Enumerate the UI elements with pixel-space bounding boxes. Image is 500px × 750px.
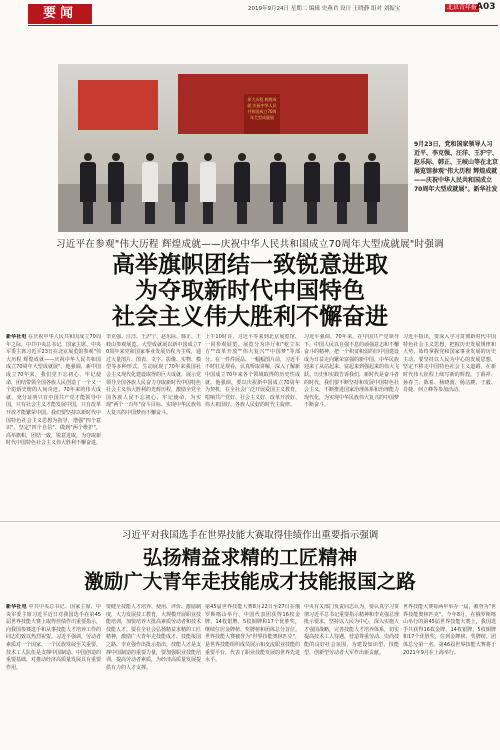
header-meta: 2019年9月24日 星期二 编辑 史燕君 设计 王晓静 组对 刘振宝 <box>248 6 401 12</box>
story2-kicker: 习近平对我国选手在世界技能大赛取得佳绩作出重要指示强调 <box>121 530 379 541</box>
story2-byline: 新华社电 <box>6 604 27 610</box>
photo-figure <box>364 153 380 224</box>
story2-column: 要健全技能人才培养、使用、评价、激励制度，大力发展技工教育，大规模开展职业技能培训，加快培养大批高素质劳动者和技术技能人才。要在全社会弘扬精益求精的工匠精神，激励广大青年走技能成才、技能报国之路。李克强作出批示指出，技能人才是支撑中国制造的重要力量，要加强职业技能培训，提高劳动者素质，为经济高质量发展提供有力的人才支撑。 <box>106 604 201 671</box>
story1-headline-line: 高举旗帜团结一致锐意进取 <box>112 251 388 278</box>
story1-byline: 新华社电 <box>6 334 27 340</box>
photo-figure <box>108 153 124 224</box>
story1-headline-line: 为夺取新时代中国特色 <box>135 277 365 304</box>
page-number: A03 <box>476 2 496 12</box>
story1-headline <box>10 252 490 330</box>
story1-kicker: 习近平在参观"伟大历程 辉煌成就——庆祝中华人民共和国成立70周年大型成就展"时强调 <box>56 239 444 250</box>
section-tag: 要闻 <box>28 4 92 24</box>
photo-figure <box>80 153 96 224</box>
story2-column: 新华社电 中共中央总书记、国家主席、中央军委主席习近平近日对我国选手在第45届世界技能大赛上取得佳绩作出重要指示，向我国参赛选手和从事技能人才培养工作的同志们致以热烈祝贺。习近平强调，劳动者素质对一个国家、一个民族发展至关重要。技术工人队伍是支撑中国制造、中国创造的重要基础，对推动经济高质量发展具有重要作用。 <box>6 604 101 671</box>
story2-headline-line: 激励广大青年走技能成才技能报国之路 <box>84 570 416 593</box>
photo-backdrop-left <box>78 80 158 130</box>
story1-column: 李克强、汪洋、王沪宁、赵乐际、韩正、王岐山参观展览。大型成就展以新中国成立70周年来党和国家事业发展历程为主线，通过大量图片、图表、文字、影像、实物、模型等多种形式，生动展现了70年来我国社会主义现代化建设取得的巨大成就，展示党领导全国各族人民奋力夺取新时代中国特色社会主义伟大胜利的光辉历程，激励全党全国各族人民不忘初心、牢记使命，为实现"两个一百年"奋斗目标、实现中华民族伟大复兴的中国梦而不懈奋斗。 <box>106 334 201 416</box>
photo-figure <box>200 153 216 224</box>
story2-column: 第45届世界技能大赛8月22日至27日在俄罗斯喀山举行，中国代表团获得16枚金牌、14枚银牌、5枚铜牌和17个优胜奖，继续位居金牌榜、奖牌榜和团体总分首位。世界技能大赛被誉为"世界技能奥林匹克"，是世界技能组织成员展示和交流职业技能的重要平台，代表了职业技能发展的世界先进水平。 <box>205 604 300 664</box>
photo-figure <box>270 153 286 224</box>
story2-column: 中央有关部门负责同志认为，要认真学习贯彻习近平总书记重要指示精神和李克强总理批示要求，坚持以人民为中心，深入实施人才强国战略，完善技能人才培养体系，切实提高技术工人待遇，营造尊重劳动、崇尚技能的良好社会氛围，为建设知识型、技能型、创新型劳动者大军作出新贡献。 <box>304 604 399 656</box>
lead-photo <box>58 64 408 232</box>
story1-column: 新华社电 在庆祝中华人民共和国成立70周年之际，中共中央总书记、国家主席、中央军委主席习近平23日在北京展览馆参观"伟大历程 辉煌成就——庆祝中华人民共和国成立70周年大型成就展"。他强调，新中国成立70年来，我们党不忘初心、牢记使命，团结带领全国各族人民创造了一个又一个彪炳史册的人间奇迹。70年来的伟大成就，充分证明只有中国共产党才能领导中国，只有社会主义才能发展中国，只有改革开放才能繁荣中国。我们要坚持以新时代中国特色社会主义思想为指导，增强"四个意识"、坚定"四个自信"、做到"两个维护"，高举旗帜，团结一致，锐意进取，为夺取新时代中国特色社会主义伟大胜利不懈奋进。 <box>6 334 101 447</box>
story1-column: 习近平强调，70年来，在中国共产党领导下，中国人民以自强不息的顽强意志和不懈奋斗的精神，把一个积贫积弱的旧中国建设成为日益走向繁荣富强的新中国，中华民族迎来了从站起来、富起来到强起来的伟大飞跃。历史和实践告诉我们，新时代是奋斗者的时代，我们要不断坚持和发展中国特色社会主义，不断推进国家治理体系和治理能力现代化，为实现中华民族伟大复兴的中国梦不断奋斗。 <box>304 334 399 409</box>
story2-headline <box>10 546 490 594</box>
story2-headline-line: 弘扬精益求精的工匠精神 <box>142 546 358 569</box>
header-rule <box>28 25 498 26</box>
page-header <box>0 0 500 26</box>
story-divider <box>0 521 500 522</box>
photo-figure <box>172 153 188 224</box>
photo-caption: 9月23日，党和国家领导人习近平、李克强、汪洋、王沪宁、赵乐际、韩正、王岐山等在北京展览馆参观"伟大历程 辉煌成就——庆祝中华人民共和国成立70周年大型成就展"。新华社发 <box>414 141 499 193</box>
photo-figure <box>142 153 158 224</box>
story1-headline-line: 社会主义伟大胜利不懈奋进 <box>112 303 388 330</box>
story1-body <box>4 334 498 520</box>
header-badge: 北京青年报 <box>447 4 478 11</box>
photo-figure <box>334 153 350 224</box>
story2-column: 世界技能大赛每两年举办一届，被誉为"世界技能奥林匹克"。今年8月，在俄罗斯喀山举行的第45届世界技能大赛上，我国选手共获得16枚金牌、14枚银牌、5枚铜牌和17个优胜奖，位列金牌榜、奖牌榜、团体总分第一名。第46届世界技能大赛将于2021年9月在上海举行。 <box>403 604 496 656</box>
photo-figure <box>304 153 320 224</box>
story1-column: 习近平指出，要深入学习贯彻新时代中国特色社会主义思想，把握历史发展规律和大势，始终掌握党和国家事业发展的历史主动。要坚持以人民为中心的发展思想，坚定不移走中国特色社会主义道路，在新时代伟大征程上续写新的辉煌。丁薛祥、孙春兰、陈希、杨晓渡、杨洁篪、王毅、肖捷、何立峰等参加活动。 <box>403 334 496 394</box>
photo-figure <box>234 153 250 224</box>
photo-exhibition-sign: 伟大历程 辉煌成就 庆祝中华人民共和国成立70周年大型成就展 <box>244 94 280 134</box>
story1-column: 上午10时许，习近平等来到北京展览馆，一同参观展览。展览分为序厅和"屹立东方""改革开放""伟大复兴""中国梦"等部分。在一件件展品、一幅幅图片前，习近平不时驻足观看，认真听取讲解，深入了解新中国成立70年来各个领域取得的历史性成就。他强调，要以庆祝新中国成立70周年为契机，在全社会广泛开展爱国主义教育，唱响共产党好、社会主义好、改革开放好、伟大祖国好、各族人民好的时代主旋律。 <box>205 334 300 409</box>
story2-body <box>4 604 498 748</box>
